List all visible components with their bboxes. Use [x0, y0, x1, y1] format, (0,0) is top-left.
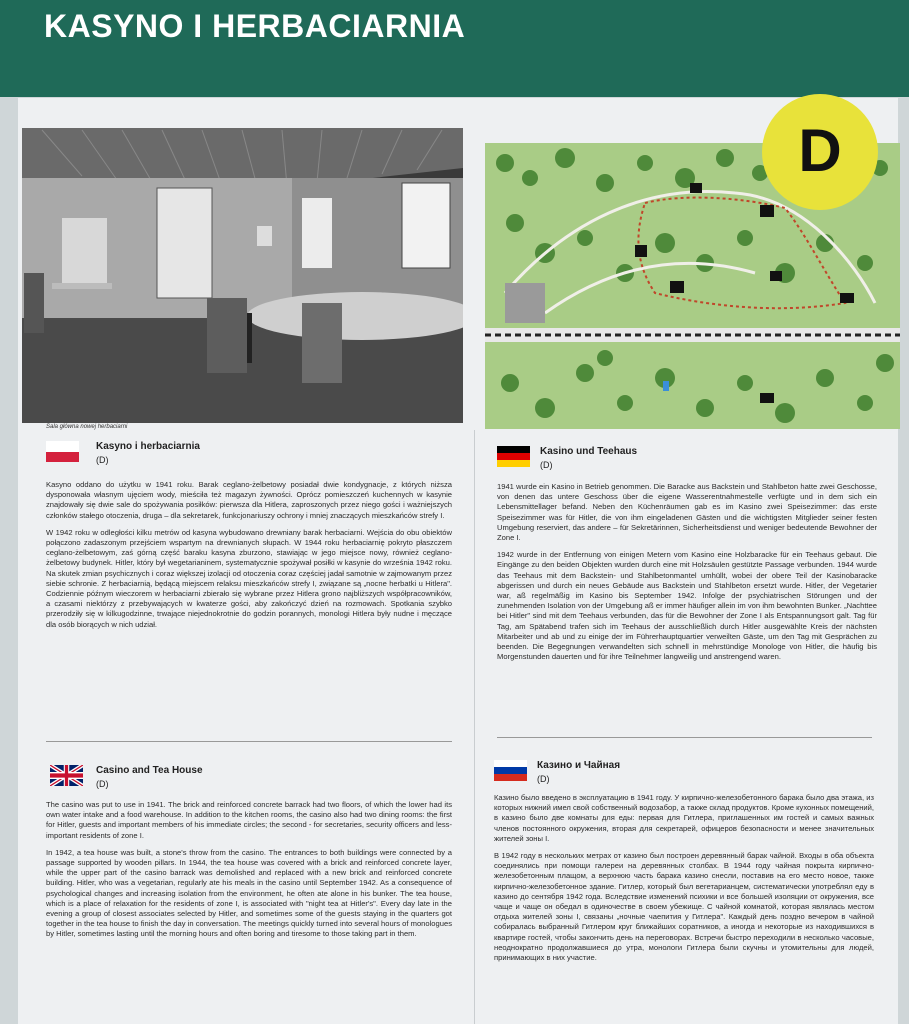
en-section-designation: (D): [96, 779, 109, 789]
de-section-title: Kasino und Teehaus: [540, 446, 638, 457]
badge-letter: D: [798, 117, 842, 184]
en-body-text: [46, 800, 452, 947]
de-paragraph: 1942 wurde in der Entfernung von einigen Metern vom Kasino eine Holzbaracke für ein Teehaus gebaut. Die Eingänge zu den beiden Objekten wurden durch eine mit Holzsäulen gestützte Passage verbunden. 1944 wurde das Teehaus mit dem Backstein- und Stahlbetonmantel umhüllt, wobei der obere Teil der Kasinobaracke abgerissen und durch ein neues Gebäude aus Backstein und Stahlbeton ersetzt wurde. Hitler, der Vegetarier war, aß regelmäßig im Kasino bis September 1942. Infolge der psychiatrischen Störungen und der zunehmenden Isolation von der Umgebung aß er immer häufiger allein im von ihm bewohnten Bunker. „Nachttee bei Hitler" sind mit dem Teehaus verbunden, das für die Bewohner der Zone I als Entspannungsort galt. Tag für Tag, am Spätabend trafen sich im Teehaus der ausschließlich durch Hitler ausgewählte Kreis der nächsten Mitarbeiter und ab und zu einige der im Führerhauptquartier verweilten Gäste, um den Tag mit Gesprächen zu beenden. Die Begegnungen verwandelten sich schnell in mehrstündige Monologe von Hitler, die häufig bis Morgenstunden dauerten und für ihre Teilnehmer langweilig und anstrengend waren.: [497, 550, 877, 662]
de-paragraph: 1941 wurde ein Kasino in Betrieb genommen. Die Baracke aus Backstein und Stahlbeton hatte zwei Geschosse, von denen das untere Geschoss über die eigene Wasserentnahmestelle verfügte und in dem sich ein Lebensmittellager befand. Neben den Küchenräumen gab es im Kasino zwei Speisezimmer: das erste Speisezimmer was für Hitler, die von ihm eingeladenen Gästen und die wichtigsten Mitglieder seiner festen Umgebung reserviert, das andere – für Sekretärinnen, Sicherheitsdienst und weniger bedeutende Bewohner der Zone I.: [497, 482, 877, 543]
section-badge: [762, 94, 878, 210]
en-paragraph: The casino was put to use in 1941. The brick and reinforced concrete barrack had two floors, of which the lower had its own water intake and a food warehouse. In addition to the kitchen rooms, the casino also had two dining rooms: the first for Hitler, guests and important members of his immediate circles; the second - for secretaries, security officers and less-important residents of zone I.: [46, 800, 452, 840]
section-divider: [497, 737, 872, 738]
dining-room-photo: [22, 128, 463, 423]
ru-paragraph: Казино было введено в эксплуатацию в 1941 году. У кирпично-железобетонного барака было два этажа, из которых нижний имел свой собственный водозабор, а также склад продуктов. Кроме кухонных помещений, в казино было две комнаты для еды: первая для Гитлера, приглашенных им гостей и самых важных членов постоянного окружения, вторая для секретарей, офицеров безопасности и менее значительных жителей зоны I.: [494, 793, 874, 843]
polish-flag-icon: [46, 441, 79, 462]
ru-paragraph: В 1942 году в нескольких метрах от казино был построен деревянный барак чайной. Входы в оба объекта соединялись при помощи галереи на деревянных столбах. В 1944 году чайная покрыта кирпично-железобетонным плащом, а верхнюю часть барака казино снесли, поставив на его место новое, также кирпично-железобетонное здание. Гитлер, который был вегетарианцем, систематически употреблял еду в казино до сентября 1942 года. Вследствие изменений психики и все большей изоляции от окружения, все чаще и чаще он обедал в одиночестве в своем убежище. С чайной комнатой, которая являлась местом отдыха жителей зоны I, связаны „ночные чаепития у Гитлера". Каждый день поздно вечером в чайной собиралась выбранный Гитлером круг ближайших соратников, а иногда и некоторые из находившихся в квартире гостей, чтобы закончить день на переговорах. Встречи быстро переходили в несколько часовые, неоднократно продолжавшиеся до утра, монологи Гитлера были скучны и утомительны для людей, принимающих в них участие.: [494, 851, 874, 963]
ru-section-designation: (D): [537, 774, 550, 784]
polish-flag-graphic: [46, 441, 79, 462]
russian-flag-icon: [494, 760, 527, 781]
column-divider: [474, 430, 475, 1024]
page-title: KASYNO I HERBACIARNIA: [44, 8, 466, 44]
dining-room-illustration: [22, 128, 463, 423]
ru-section-title: Казино и Чайная: [537, 760, 621, 771]
en-paragraph: In 1942, a tea house was built, a stone's throw from the casino. The entrances to both buildings were connected by a passage supported by wooden pillars. In 1944, the tea house was covered with a brick and reinforced concrete layer, while the upper part of the casino barrack was demolished and replaced with a new brick and reinforced concrete building. Hitler, who was a vegetarian, regularly ate his meals in the casino until September 1942. As a consequence of psychological changes and increasing isolation from the environment, he often ate alone in his bunker. The tea house, which is a place of relaxation for the residents of zone I, is associated with "night tea at Hitler's". Every day late in the evening a group of closest associates selected by Hitler, and sometimes some of the guests staying in the quarters got together in the tea house to finish the day in conversation. The meetings quickly turned into several hours of monologues by Hitler, sometimes lasting until the morning hours and often boring and tiresome to those taking part in them.: [46, 847, 452, 939]
en-section-title: Casino and Tea House: [96, 765, 203, 776]
uk-flag-graphic: [50, 765, 83, 786]
pl-section-designation: (D): [96, 455, 109, 465]
pl-paragraph: Kasyno oddano do użytku w 1941 roku. Barak ceglano-żelbetowy posiadał dwie kondygnacje, z których niższa dysponowała własnym ujęciem wody, mieściła też magazyn żywności. Oprócz pomieszczeń kuchennych w kasynie znajdowały się dwie sale do spożywania posiłków: pierwsza dla Hitlera, zaproszonych przez niego gości i ważniejszych członków stałego otoczenia, druga – dla sekretarek, funkcjonariuszy ochrony i mniej znaczących mieszkańców strefy I.: [46, 480, 452, 520]
pl-section-title: Kasyno i herbaciarnia: [96, 441, 200, 452]
russian-flag-graphic: [494, 760, 527, 781]
german-flag-icon: [497, 446, 530, 467]
uk-flag-icon: [50, 765, 83, 786]
ru-body-text: [494, 793, 874, 970]
photo-caption: Sala główna nowej herbaciarni: [46, 424, 128, 430]
pl-paragraph: W 1942 roku w odległości kilku metrów od kasyna wybudowano drewniany barak herbaciarni. Wejścia do obu obiektów połączono zadaszonym przejściem wspartym na drewnianych słupach. W 1944 roku herbaciarnię pokryto płaszczem ceglano-żelbetowym, zaś górną część baraku kasyna zburzono, stawiając w jego miejsce nowy, również ceglano-żelbetowy budynek. Hitler, który był wegetarianinem, systematycznie spożywał posiłki w kasynie do września 1942 roku. Na skutek zmian psychicznych i coraz większej izolacji od otoczenia coraz częściej jadał samotnie w zajmowanym przez siebie schronie. Z herbaciarnią, będącą miejscem relaksu mieszkańców strefy I, związane są „nocne herbatki u Hitlera". Codziennie późnym wieczorem w herbaciarni zbierało się wybrane przez Hitlera grono najbliższych współpracowników, a czasami niektórzy z przebywających w kwaterze gości, aby zakończyć dzień na rozmowach. Spotkania szybko przerodziły się w kilkugodzinne, trwające niejednokrotnie do godzin porannych, monologi Hitlera były nudne i męczące dla osób biorących w nich udział.: [46, 527, 452, 629]
section-divider: [46, 741, 452, 742]
title-banner: [0, 0, 909, 97]
de-section-designation: (D): [540, 460, 553, 470]
pl-body-text: [46, 480, 452, 637]
de-body-text: [497, 482, 877, 669]
german-flag-graphic: [497, 446, 530, 467]
